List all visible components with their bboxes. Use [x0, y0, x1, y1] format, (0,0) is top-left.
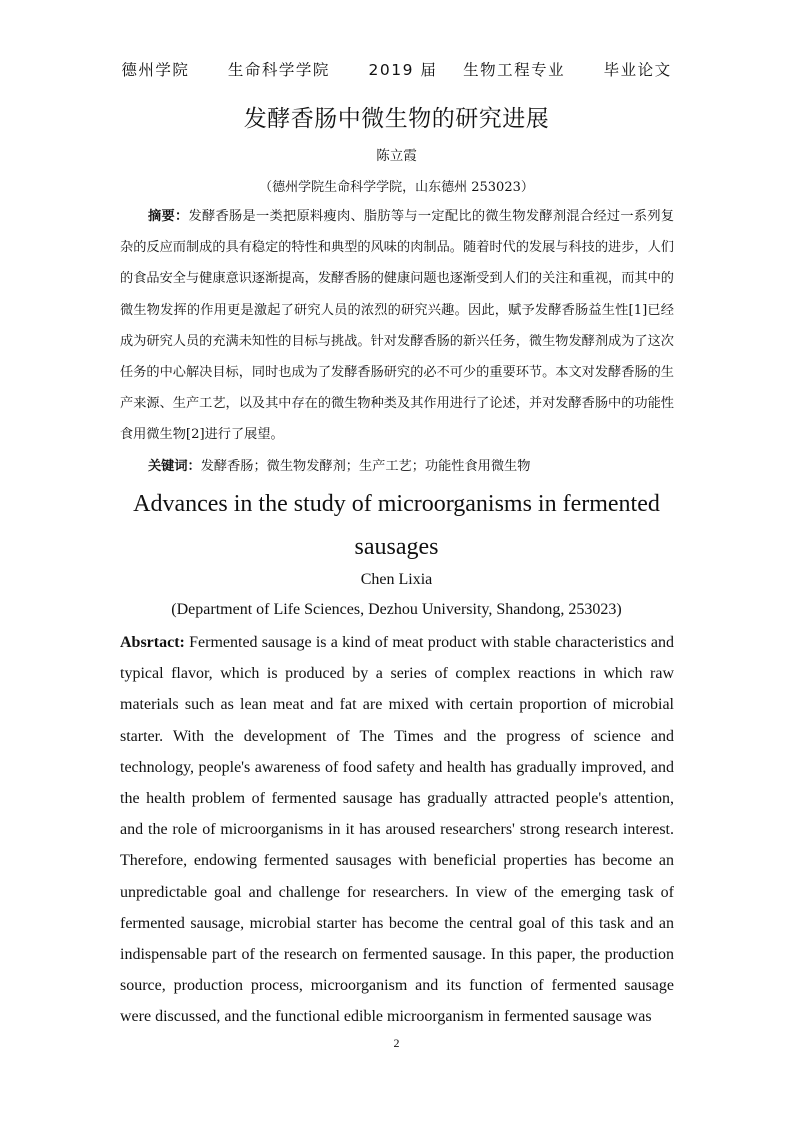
header-major: 生物工程专业 [463, 61, 566, 79]
english-title: Advances in the study of microorganisms in fermented sausages [133, 491, 660, 560]
page-header [0, 58, 793, 80]
chinese-keywords [120, 451, 674, 482]
english-abstract [120, 627, 674, 1033]
chinese-keywords-text: 发酵香肠；微生物发酵剂；生产工艺；功能性食用微生物 [200, 459, 531, 474]
chinese-abstract [120, 201, 674, 451]
chinese-abstract-label: 摘要： [148, 209, 189, 224]
english-author: Chen Lixia [360, 571, 433, 588]
chinese-affiliation: （德州学院生命科学学院，山东德州 253023） [259, 180, 534, 195]
chinese-title: 发酵香肠中微生物的研究进展 [243, 106, 550, 132]
chinese-keywords-label: 关键词： [148, 459, 201, 474]
header-school: 德州学院 [121, 61, 190, 79]
english-abstract-label: Absrtact: [120, 634, 185, 651]
header-year: 2019 届 [368, 61, 438, 79]
chinese-abstract-text: 发酵香肠是一类把原料瘦肉、脂肪等与一定配比的微生物发酵剂混合经过一系列复杂的反应而制成的具有稳定的特性和典型的风味的肉制品。随着时代的发展与科技的进步，人们的食品安全与健康意识逐渐提高，发酵香肠的健康问题也逐渐受到人们的关注和重视，而其中的微生物发挥的作用更是激起了研究人员的浓烈的研究兴趣。因此，赋予发酵香肠益生性[1]已经成为研究人员的充满未知性的目标与挑战。针对发酵香肠的新兴任务，微生物发酵剂成为了这次任务的中心解决目标，同时也成为了发酵香肠研究的必不可少的重要环节。本文对发酵香肠的生产来源、生产工艺，以及其中存在的微生物种类及其作用进行了论述，并对发酵香肠中的功能性食用微生物[2]进行了展望。 [120, 209, 675, 443]
page-number: 2 [393, 1036, 400, 1050]
header-college: 生命科学学院 [227, 61, 330, 79]
english-abstract-text: Fermented sausage is a kind of meat product with stable characteristics and typical flavor, which is produced by a series of complex reactions in which raw materials such as lean meat and fat are mixed with certain proportion of microbial starter. With the development of The Times and the progress of science and technology, people's awareness of food safety and health has gradually improved, and the health problem of fermented sausage has gradually attracted people's attention, and the role of microorganisms in it has aroused researchers' strong research interest. Therefore, endowing fermented sausages with beneficial properties has become an unpredictable goal and challenge for researchers. In view of the emerging task of fermented sausage, microbial starter has become the central goal of this task and an indispensable part of the research on fermented sausage. In this paper, the production source, production process, microorganism and its function of fermented sausage were discussed, and the functional edible microorganism in fermented sausage was [120, 634, 674, 1026]
chinese-author: 陈立霞 [376, 148, 417, 164]
english-affiliation: (Department of Life Sciences, Dezhou University, Shandong, 253023) [171, 601, 622, 618]
header-doc-type: 毕业论文 [603, 61, 672, 79]
